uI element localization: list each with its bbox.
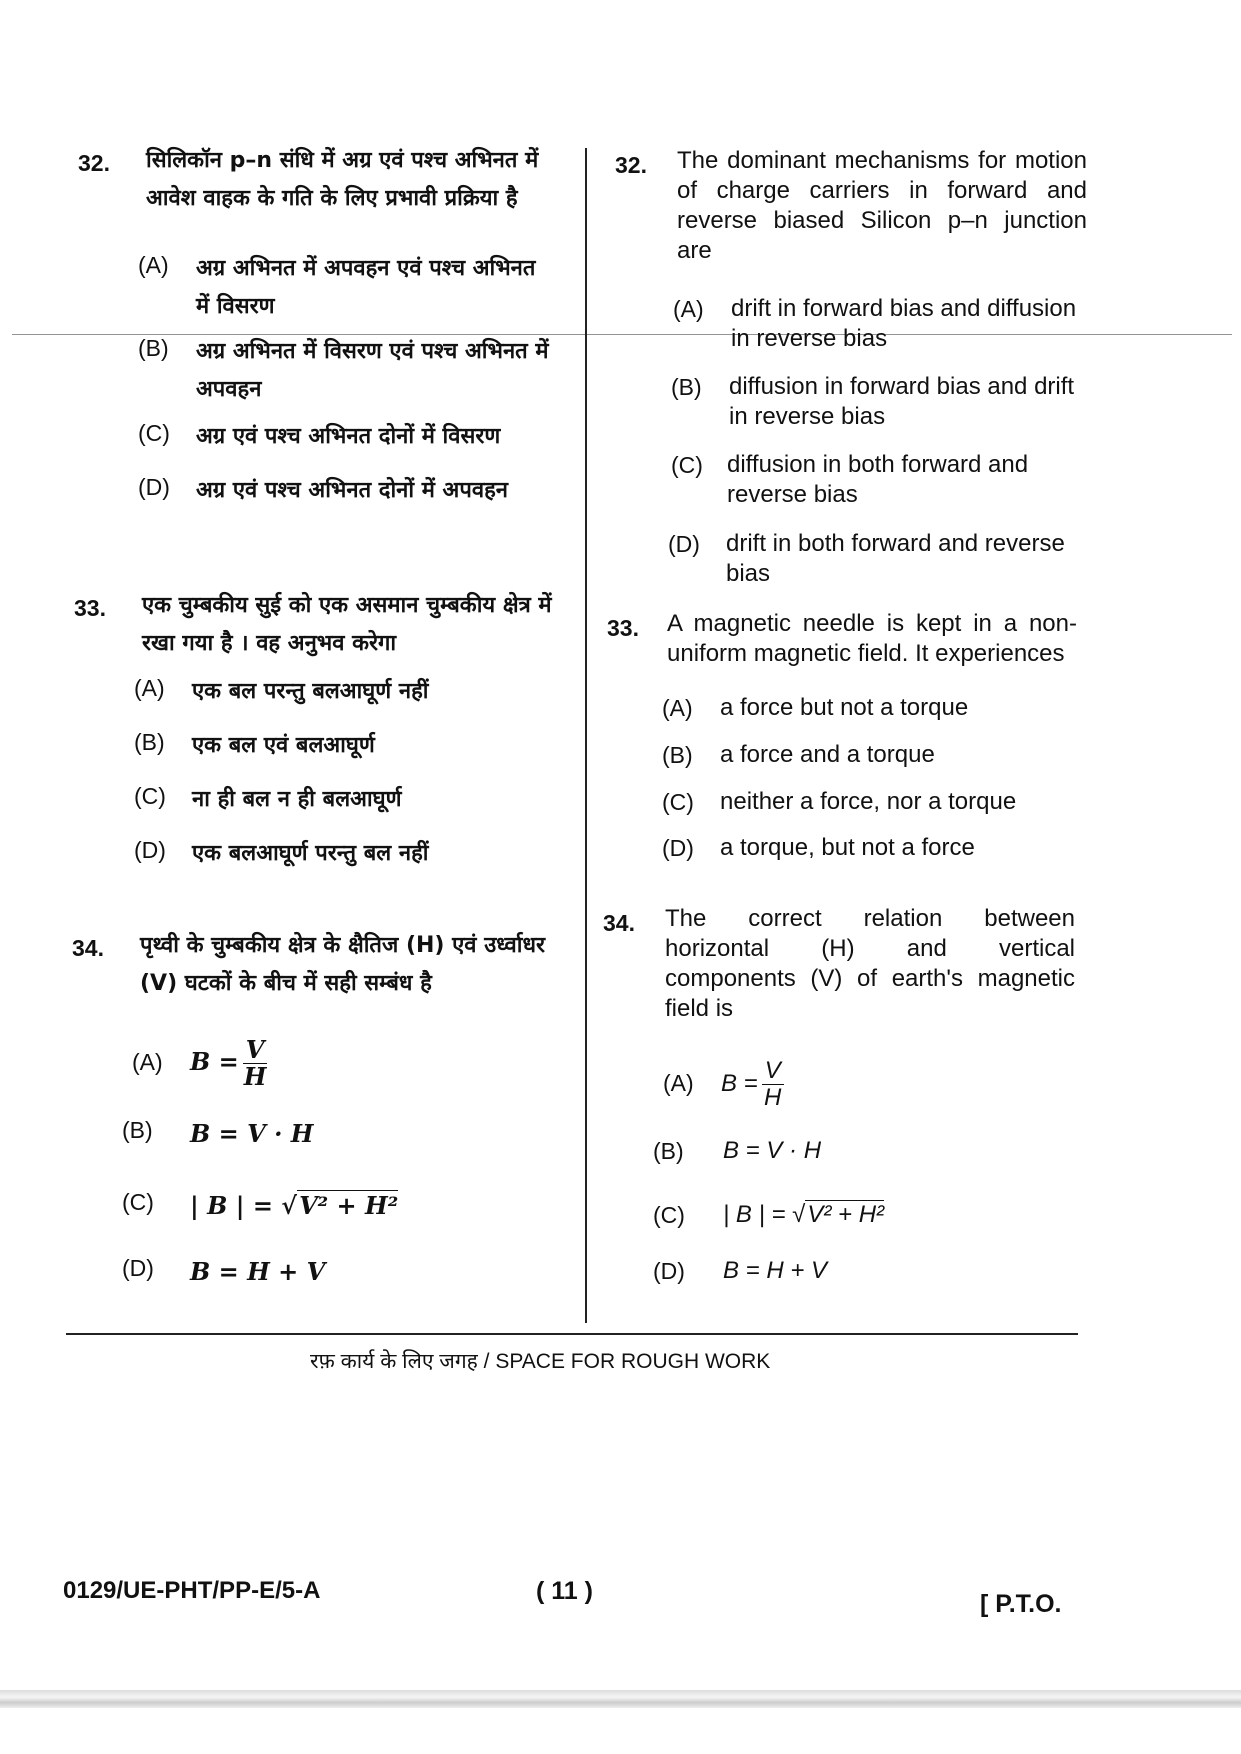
- radicand: V² + H²: [807, 1201, 885, 1228]
- sqrt-icon: √: [792, 1201, 806, 1228]
- rough-work-rule: [66, 1333, 1078, 1335]
- option-label: (C): [662, 789, 694, 815]
- fraction-denominator: H: [764, 1084, 782, 1111]
- option-text: एक बल एवं बलआघूर्ण: [192, 733, 375, 758]
- formula-a: [190, 1037, 550, 1090]
- fraction-numerator: V: [243, 1037, 268, 1064]
- option-label: (C): [134, 783, 166, 809]
- question-number: 33.: [607, 615, 639, 641]
- option-label: (C): [653, 1202, 685, 1228]
- formula-a-lhs: B =: [190, 1047, 239, 1076]
- question-text: A magnetic needle is kept in a non-uniform magnetic field. It experiences: [667, 610, 1077, 667]
- formula-a: [721, 1058, 1081, 1111]
- option-label: (B): [671, 374, 702, 400]
- option-text: अग्र एवं पश्च अभिनत दोनों में विसरण: [196, 424, 501, 449]
- option-label: (D): [134, 837, 166, 863]
- option-label: (B): [138, 335, 169, 361]
- formula-d: B = H + V: [723, 1257, 828, 1284]
- option-text: drift in forward bias and diffusion in reverse bias: [731, 295, 1077, 352]
- option-label: (A): [138, 252, 169, 278]
- formula-c: [190, 1187, 550, 1225]
- question-text: सिलिकॉन p–n संधि में अग्र एवं पश्च अभिनत में आवेश वाहक के गति के लिए प्रभावी प्रक्रिया है: [146, 148, 539, 211]
- question-number: 34.: [72, 935, 104, 961]
- option-text: diffusion in forward bias and drift in reverse bias: [729, 373, 1075, 430]
- fraction-denominator: H: [243, 1062, 267, 1091]
- rough-work-label: रफ़ कार्य के लिए जगह / SPACE FOR ROUGH WORK: [310, 1350, 771, 1373]
- fraction-numerator: V: [762, 1058, 784, 1085]
- option-label: (B): [653, 1138, 684, 1164]
- option-text: एक बलआघूर्ण परन्तु बल नहीं: [192, 841, 429, 866]
- question-text: The dominant mechanisms for motion of charge carriers in forward and reverse biased Silicon p–n junction are: [677, 147, 1087, 264]
- formula-c-lhs: | B | =: [723, 1201, 786, 1228]
- pto-label: [ P.T.O.: [980, 1590, 1062, 1618]
- option-label: (A): [134, 675, 165, 701]
- question-number: 34.: [603, 910, 635, 936]
- sqrt-icon: √: [281, 1191, 298, 1220]
- option-text: diffusion in both forward and reverse bias: [727, 451, 1029, 508]
- question-number: 32.: [615, 152, 647, 178]
- question-text: The correct relation between horizontal (H) and vertical components (V) of earth's magnetic field is: [665, 905, 1075, 1022]
- formula-b: B = V · H: [190, 1119, 314, 1148]
- option-label: (D): [653, 1258, 685, 1284]
- option-text: a force and a torque: [720, 741, 935, 768]
- option-label: (C): [122, 1189, 154, 1215]
- formula-c-lhs: | B | =: [190, 1191, 273, 1220]
- fraction: [762, 1058, 784, 1111]
- option-label: (B): [134, 729, 165, 755]
- question-number: 33.: [74, 595, 106, 621]
- fraction: [243, 1037, 268, 1090]
- option-label: (C): [671, 452, 703, 478]
- radicand: V² + H²: [299, 1191, 399, 1220]
- option-text: अग्र अभिनत में विसरण एवं पश्च अभिनत में अपवहन: [196, 339, 549, 402]
- option-label: (D): [662, 835, 694, 861]
- option-text: एक बल परन्तु बलआघूर्ण नहीं: [192, 679, 429, 704]
- formula-d: B = H + V: [190, 1257, 326, 1286]
- question-number: 32.: [78, 150, 110, 176]
- column-divider: [585, 148, 587, 1323]
- option-label: (D): [138, 474, 170, 500]
- option-text: drift in both forward and reverse bias: [726, 530, 1065, 587]
- option-label: (A): [663, 1070, 694, 1096]
- question-text: पृथ्वी के चुम्बकीय क्षेत्र के क्षैतिज (H) एवं उर्ध्वाधर (V) घटकों के बीच में सही सम्बंध है: [140, 933, 545, 996]
- option-text: a torque, but not a force: [720, 834, 975, 861]
- option-text: अग्र अभिनत में अपवहन एवं पश्च अभिनत में विसरण: [196, 256, 536, 319]
- scan-edge: [0, 1690, 1241, 1708]
- option-label: (A): [673, 296, 704, 322]
- option-text: a force but not a torque: [720, 694, 969, 721]
- option-text: अग्र एवं पश्च अभिनत दोनों में अपवहन: [196, 478, 508, 503]
- question-text: एक चुम्बकीय सुई को एक असमान चुम्बकीय क्षेत्र में रखा गया है । वह अनुभव करेगा: [142, 593, 552, 656]
- option-label: (B): [662, 742, 693, 768]
- formula-a-lhs: B =: [721, 1069, 758, 1097]
- option-label: (B): [122, 1117, 153, 1143]
- page-number: ( 11 ): [536, 1577, 593, 1605]
- paper-code: 0129/UE-PHT/PP-E/5-A: [63, 1577, 321, 1604]
- option-label: (D): [668, 531, 700, 557]
- option-text: ना ही बल न ही बलआघूर्ण: [192, 787, 402, 812]
- option-label: (C): [138, 420, 170, 446]
- option-label: (D): [122, 1255, 154, 1281]
- option-label: (A): [132, 1049, 163, 1075]
- option-text: neither a force, nor a torque: [720, 788, 1017, 815]
- formula-b: B = V · H: [723, 1137, 822, 1164]
- option-label: (A): [662, 695, 693, 721]
- formula-c: [723, 1200, 1083, 1230]
